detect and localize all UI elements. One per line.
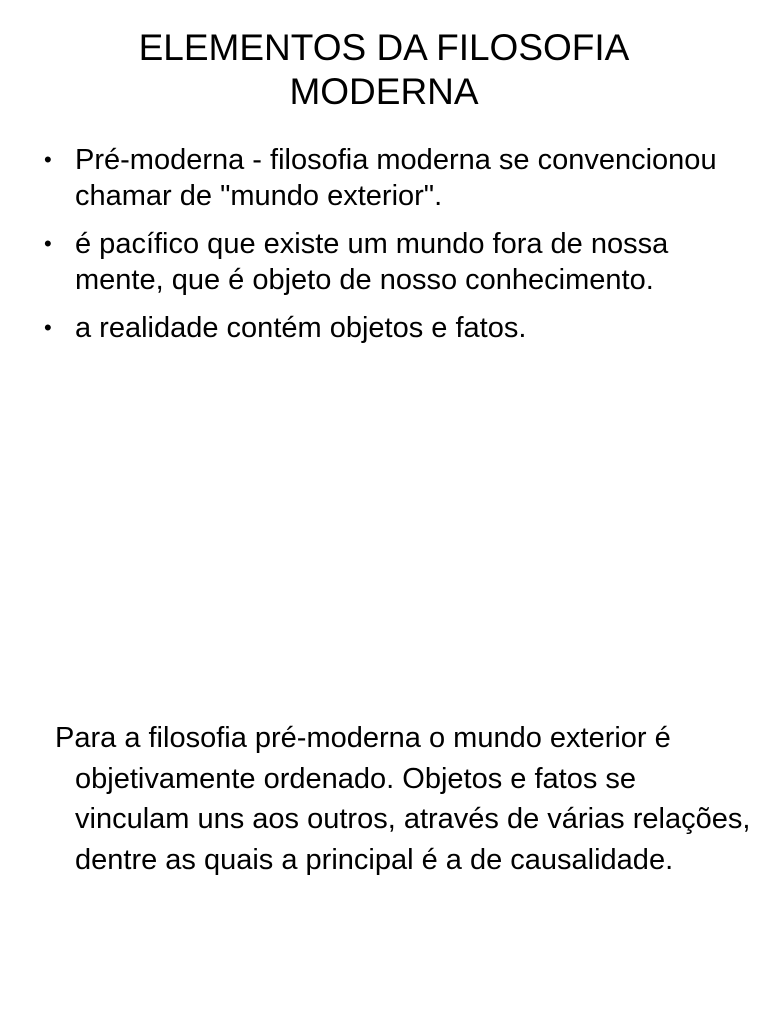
bullet-item — [40, 226, 720, 298]
bullet-item — [40, 310, 720, 346]
bullet-marker: • — [44, 315, 52, 340]
bullet-list — [40, 142, 720, 358]
bullet-text: a realidade contém objetos e fatos. — [75, 312, 527, 344]
bullet-marker: • — [44, 147, 52, 172]
slide-title: ELEMENTOS DA FILOSOFIA MODERNA — [138, 27, 630, 112]
bullet-text: Pré-moderna - filosofia moderna se convencionou chamar de "mundo exterior". — [75, 144, 717, 212]
body-paragraph: Para a filosofia pré-moderna o mundo exterior é objetivamente ordenado. Objetos e fatos se vinculam uns aos outros, através de várias relações, dentre as quais a principal é a de causalidade. — [55, 722, 751, 876]
bullet-marker: • — [44, 231, 52, 256]
bullet-text: é pacífico que existe um mundo fora de nossa mente, que é objeto de nosso conhecimento. — [75, 228, 669, 296]
bullet-item — [40, 142, 720, 214]
